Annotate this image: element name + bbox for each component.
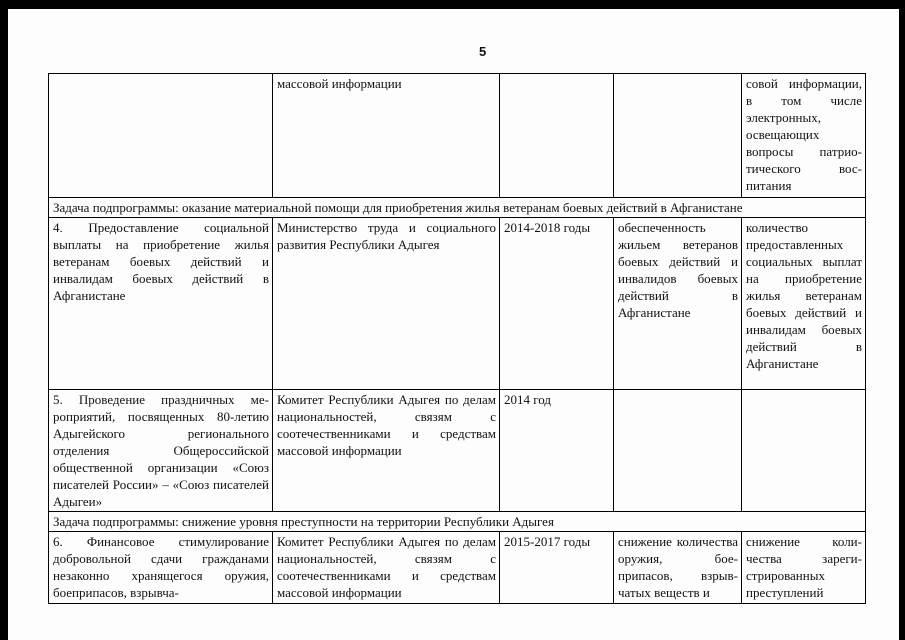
table-row-5: [49, 390, 866, 512]
task-header-housing: Задача подпрограммы: оказание материальной помощи для приобретения жилья ветеранам боевых действий в Афганистане: [49, 198, 866, 218]
cell-executor: массовой информации: [273, 74, 500, 198]
cell-activity: 5. Проведение праздничных мероприятий, посвященных 80-летию Адыгейского регионального отделения Общероссийской общественной организации «Союз писателей России» – «Союз писателей Адыгеи»: [49, 390, 273, 512]
cell-result: обеспеченность жильем ветеранов боевых действий и инвалидов боевых действий в Афганистане: [614, 218, 742, 390]
cell-executor: Министерство труда и социального развития Республики Адыгея: [273, 218, 500, 390]
cell-indicator: [742, 390, 866, 512]
cell-result: снижение количества оружия, боеприпасов, взрывчатых веществ и: [614, 532, 742, 604]
cell-indicator: снижение количества зарегистрированных преступлений: [742, 532, 866, 604]
cell-empty: [500, 74, 614, 198]
cell-activity: 6. Финансовое стимулирование добровольной сдачи гражданами незаконно хранящегося оружия, боеприпасов, взрывча-: [49, 532, 273, 604]
page-number: 5: [479, 44, 487, 59]
cell-indicator: количество предоставленных социальных выплат на приобретение жилья ветеранам боевых действий и инвалидам боевых действий в Афганистане: [742, 218, 866, 390]
program-table: [48, 73, 866, 604]
scan-border-right: [899, 0, 905, 640]
cell-executor: Комитет Республики Адыгея по делам национальностей, связям с соотечественниками и средствам массовой информации: [273, 532, 500, 604]
cell-empty: [614, 74, 742, 198]
cell-result: [614, 390, 742, 512]
task-header-row: [49, 198, 866, 218]
scan-border-left: [0, 0, 8, 640]
table-row-continuation: [49, 74, 866, 198]
cell-executor: Комитет Республики Адыгея по делам национальностей, связям с соотечественниками и средствам массовой информации: [273, 390, 500, 512]
cell-period: 2014 год: [500, 390, 614, 512]
task-header-crime: Задача подпрограммы: снижение уровня преступности на территории Республики Адыгея: [49, 512, 866, 532]
table-row-4: [49, 218, 866, 390]
cell-activity: 4. Предоставление социальной выплаты на приобретение жилья ветеранам боевых действий и инвалидам боевых действий в Афганистане: [49, 218, 273, 390]
table-row-6: [49, 532, 866, 604]
cell-indicator: совой информации, в том числе электронных, освещающих вопросы патриотического воспитания: [742, 74, 866, 198]
cell-period: 2015-2017 годы: [500, 532, 614, 604]
scan-border-top: [0, 0, 905, 9]
cell-period: 2014-2018 годы: [500, 218, 614, 390]
cell-empty: [49, 74, 273, 198]
task-header-row: [49, 512, 866, 532]
